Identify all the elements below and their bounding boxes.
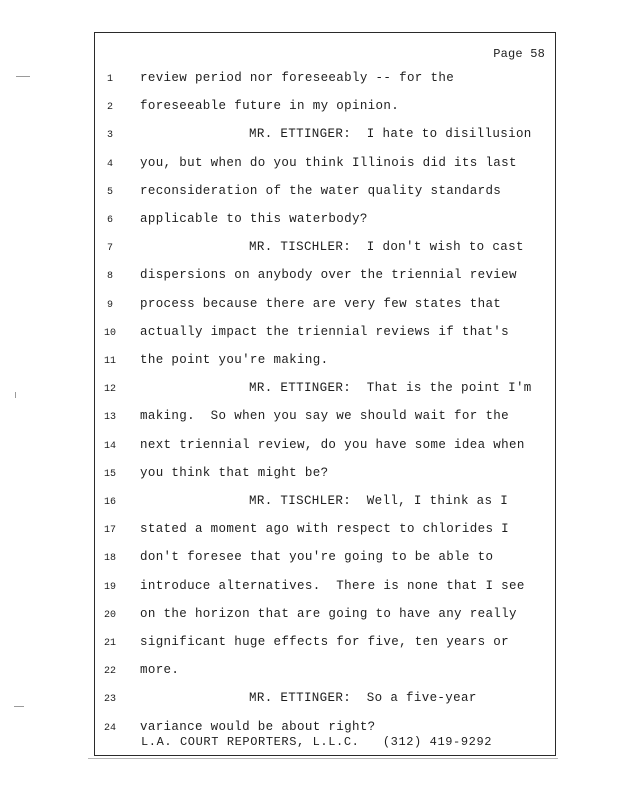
line-text: more. [140,663,180,678]
transcript-line [95,99,555,119]
line-number: 9 [106,299,113,311]
line-number: 11 [103,356,116,367]
transcript-line [95,325,555,345]
line-text: reconsideration of the water quality standards [140,183,502,198]
line-text: you, but when do you think Illinois did its last [140,155,517,170]
line-text: foreseeable future in my opinion. [140,99,400,114]
transcript-line [95,522,555,542]
page-number: Page 58 [493,47,545,61]
line-number: 23 [103,694,116,706]
line-number: 3 [106,130,113,142]
line-number: 1 [106,74,113,85]
line-text: process because there are very few states that [140,296,502,311]
transcript-line [95,663,555,683]
transcript-line [95,71,555,91]
transcript-page [94,32,556,756]
speaker-line-text: MR. ETTINGER: That is the point I'm [249,381,532,396]
line-number: 17 [103,525,116,537]
transcript-line [95,607,555,627]
margin-scan-mark [15,392,16,398]
margin-scan-mark [16,76,30,77]
line-text: introduce alternatives. There is none that I see [140,578,525,593]
line-text: dispersions on anybody over the triennial review [140,268,517,283]
transcript-line [95,494,555,514]
transcript-line [95,466,555,486]
transcript-line [95,240,555,260]
line-number: 20 [103,609,116,621]
line-number: 16 [103,497,116,508]
line-number: 8 [106,271,113,283]
speaker-line-text: MR. TISCHLER: Well, I think as I [249,494,509,508]
line-number: 21 [103,638,116,649]
scan-bottom-edge [88,758,558,759]
margin-scan-mark [14,706,24,707]
line-text: the point you're making. [140,353,329,367]
transcript-line [95,127,555,147]
transcript-line [95,409,555,429]
transcript-line [95,353,555,373]
line-number: 15 [103,468,116,480]
line-text: review period nor foreseeably -- for the [140,71,455,85]
speaker-line-text: MR. ETTINGER: So a five-year [249,691,477,706]
line-text: applicable to this waterbody? [140,212,368,226]
line-number: 22 [103,666,116,678]
transcript-line [95,297,555,317]
line-number: 13 [103,412,116,424]
line-number: 7 [106,243,113,255]
transcript-line [95,184,555,204]
line-text: significant huge effects for five, ten years or [140,635,510,649]
line-text: on the horizon that are going to have any really [140,606,517,621]
transcript-line [95,212,555,232]
speaker-line-text: MR. TISCHLER: I don't wish to cast [249,240,524,255]
line-number: 19 [103,581,116,593]
transcript-line [95,635,555,655]
line-text: next triennial review, do you have some idea when [140,437,525,452]
speaker-line-text: MR. ETTINGER: I hate to disillusion [249,127,532,142]
transcript-line [95,438,555,458]
line-number: 10 [103,327,116,339]
transcript-line [95,268,555,288]
line-text: actually impact the triennial reviews if that's [140,324,510,339]
line-text: stated a moment ago with respect to chlorides I [140,522,510,537]
transcript-line [95,381,555,401]
line-text: variance would be about right? [140,719,376,734]
line-number: 24 [103,722,116,734]
line-number: 18 [103,553,116,565]
line-number: 5 [106,186,113,198]
line-number: 12 [103,384,116,396]
line-number: 6 [106,215,113,226]
line-text: you think that might be? [140,465,329,480]
transcript-line [95,691,555,711]
line-number: 2 [106,102,113,114]
line-text: making. So when you say we should wait for the [140,409,510,424]
line-number: 14 [103,440,116,452]
line-text: don't foresee that you're going to be able to [140,550,494,565]
transcript-line [95,579,555,599]
line-number: 4 [106,158,113,170]
reporter-footer: L.A. COURT REPORTERS, L.L.C. (312) 419-9292 [141,735,493,749]
transcript-line [95,156,555,176]
transcript-line [95,550,555,570]
